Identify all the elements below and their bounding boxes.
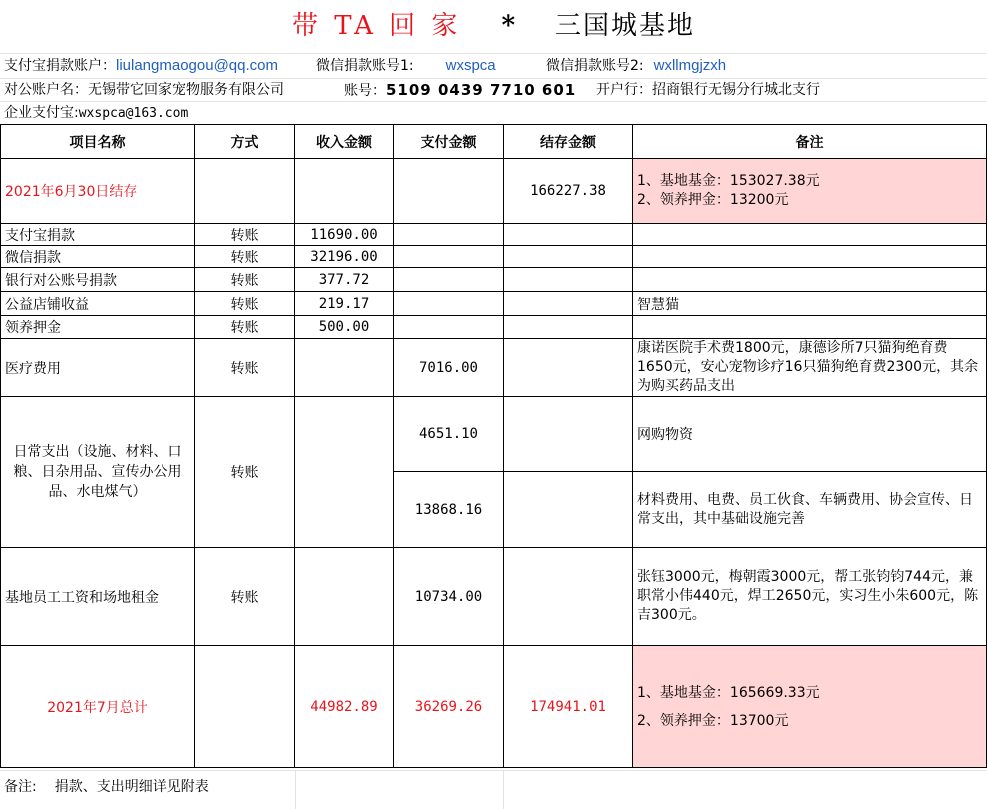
footer-label: 备注: <box>4 779 37 795</box>
header-cell: 结存金额 <box>504 125 633 159</box>
total-payment: 36269.26 <box>394 646 504 768</box>
empty-cell <box>504 397 633 472</box>
footer-text: 捐款、支出明细详见附表 <box>54 779 209 795</box>
corp-name-label: 对公账户名： <box>4 82 88 98</box>
row-method: 转账 <box>195 246 295 268</box>
medical-note: 康诺医院手术费1800元，康德诊所7只猫狗绝育费1650元，安心宠物诊疗16只猫狗绝育费2300元，其余为购买药品支出 <box>633 339 987 397</box>
title-part1: 带 TA 回 家 <box>291 11 462 41</box>
empty-cell <box>394 246 504 268</box>
total-row <box>1 646 987 768</box>
alipay-label: 支付宝捐款账户： <box>4 58 116 74</box>
salary-method: 转账 <box>195 548 295 646</box>
empty-cell <box>195 159 295 224</box>
row-note <box>633 224 987 246</box>
empty-cell <box>504 316 633 339</box>
opening-balance: 166227.38 <box>504 159 633 224</box>
total-income: 44982.89 <box>295 646 394 768</box>
empty-cell <box>295 548 394 646</box>
opening-note-line2: 2、领养押金：13200元 <box>637 192 789 208</box>
medical-method: 转账 <box>195 339 295 397</box>
alipay-value[interactable]: liulangmaogou@qq.com <box>116 57 278 74</box>
empty-cell <box>504 268 633 292</box>
row-name: 公益店铺收益 <box>1 292 195 316</box>
title-star: * <box>501 11 516 41</box>
empty-cell <box>295 339 394 397</box>
salary-payment: 10734.00 <box>394 548 504 646</box>
row-method: 转账 <box>195 268 295 292</box>
table-row <box>1 246 987 268</box>
empty-cell <box>504 246 633 268</box>
salary-note: 张钰3000元，梅朝霞3000元，帮工张钧钧744元，兼职常小伟440元，焊工2650元，实习生小朱600元，陈吉300元。 <box>633 548 987 646</box>
header-cell: 支付金额 <box>394 125 504 159</box>
row-name: 微信捐款 <box>1 246 195 268</box>
empty-cell <box>394 159 504 224</box>
title-part2: 三国城基地 <box>555 11 696 41</box>
wechat2-info <box>546 54 726 78</box>
empty-cell <box>195 646 295 768</box>
table-header-row <box>1 125 987 159</box>
enterprise-alipay-label: 企业支付宝: <box>4 105 79 121</box>
total-balance: 174941.01 <box>504 646 633 768</box>
finance-table <box>0 124 987 768</box>
bank-label: 开户行： <box>596 82 652 98</box>
corp-name-info <box>4 78 284 102</box>
bank-value: 招商银行无锡分行城北支行 <box>652 82 820 98</box>
daily-method: 转账 <box>195 397 295 548</box>
table-row <box>1 224 987 246</box>
total-note-line1: 1、基地基金：165669.33元 <box>637 684 820 701</box>
daily-note-2: 材料费用、电费、员工伙食、车辆费用、协会宣传、日常支出，其中基础设施完善 <box>633 472 987 548</box>
footer-note <box>4 776 227 796</box>
grid-line <box>295 770 296 809</box>
row-income: 11690.00 <box>295 224 394 246</box>
account-label: 账号： <box>344 83 386 99</box>
row-method: 转账 <box>195 292 295 316</box>
empty-cell <box>504 292 633 316</box>
wechat1-label: 微信捐款账号1: <box>316 58 414 74</box>
daily-name: 日常支出（设施、材料、口粮、日杂用品、宣传办公用品、水电煤气） <box>1 397 195 548</box>
row-note <box>633 316 987 339</box>
opening-name: 2021年6月30日结存 <box>1 159 195 224</box>
bank-info <box>596 78 820 102</box>
empty-cell <box>504 339 633 397</box>
opening-note-line1: 1、基地基金：153027.38元 <box>637 173 820 189</box>
table-row <box>1 316 987 339</box>
row-name: 银行对公账号捐款 <box>1 268 195 292</box>
grid-line <box>503 770 504 809</box>
row-income: 32196.00 <box>295 246 394 268</box>
empty-cell <box>504 224 633 246</box>
medical-name: 医疗费用 <box>1 339 195 397</box>
table-row <box>1 268 987 292</box>
empty-cell <box>504 548 633 646</box>
medical-payment: 7016.00 <box>394 339 504 397</box>
page-title <box>0 0 987 53</box>
account-value: 5109 0439 7710 601 <box>386 81 577 99</box>
wechat2-value[interactable]: wxllmgjzxh <box>653 57 727 74</box>
wechat2-label: 微信捐款账号2: <box>546 58 644 74</box>
row-method: 转账 <box>195 224 295 246</box>
row-method: 转账 <box>195 316 295 339</box>
daily-payment-2: 13868.16 <box>394 472 504 548</box>
header-cell: 项目名称 <box>1 125 195 159</box>
total-note-line2: 2、领养押金：13700元 <box>637 712 789 729</box>
salary-name: 基地员工工资和场地租金 <box>1 548 195 646</box>
empty-cell <box>394 316 504 339</box>
total-note <box>633 646 987 768</box>
wechat1-info <box>316 54 496 78</box>
total-name: 2021年7月总计 <box>1 646 195 768</box>
header-cell: 方式 <box>195 125 295 159</box>
wechat1-value[interactable]: wxspca <box>445 57 496 74</box>
row-note <box>633 268 987 292</box>
table-row <box>1 292 987 316</box>
empty-cell <box>394 268 504 292</box>
alipay-info <box>4 54 278 78</box>
header-cell: 备注 <box>633 125 987 159</box>
salary-row <box>1 548 987 646</box>
medical-row <box>1 339 987 397</box>
empty-cell <box>394 292 504 316</box>
daily-row-1 <box>1 397 987 472</box>
row-note <box>633 246 987 268</box>
empty-cell <box>295 397 394 548</box>
header-cell: 收入金额 <box>295 125 394 159</box>
enterprise-alipay-value: wxspca@163.com <box>78 106 189 121</box>
empty-cell <box>295 159 394 224</box>
row-income: 500.00 <box>295 316 394 339</box>
opening-balance-row <box>1 159 987 224</box>
corp-name-value: 无锡带它回家宠物服务有限公司 <box>88 82 284 98</box>
grid-line <box>0 770 987 771</box>
row-note: 智慧猫 <box>633 292 987 316</box>
row-income: 377.72 <box>295 268 394 292</box>
empty-cell <box>394 224 504 246</box>
daily-note-1: 网购物资 <box>633 397 987 472</box>
opening-note <box>633 159 987 224</box>
row-name: 领养押金 <box>1 316 195 339</box>
enterprise-alipay-info <box>4 101 188 126</box>
empty-cell <box>504 472 633 548</box>
daily-payment-1: 4651.10 <box>394 397 504 472</box>
row-name: 支付宝捐款 <box>1 224 195 246</box>
account-info <box>344 78 576 103</box>
row-income: 219.17 <box>295 292 394 316</box>
